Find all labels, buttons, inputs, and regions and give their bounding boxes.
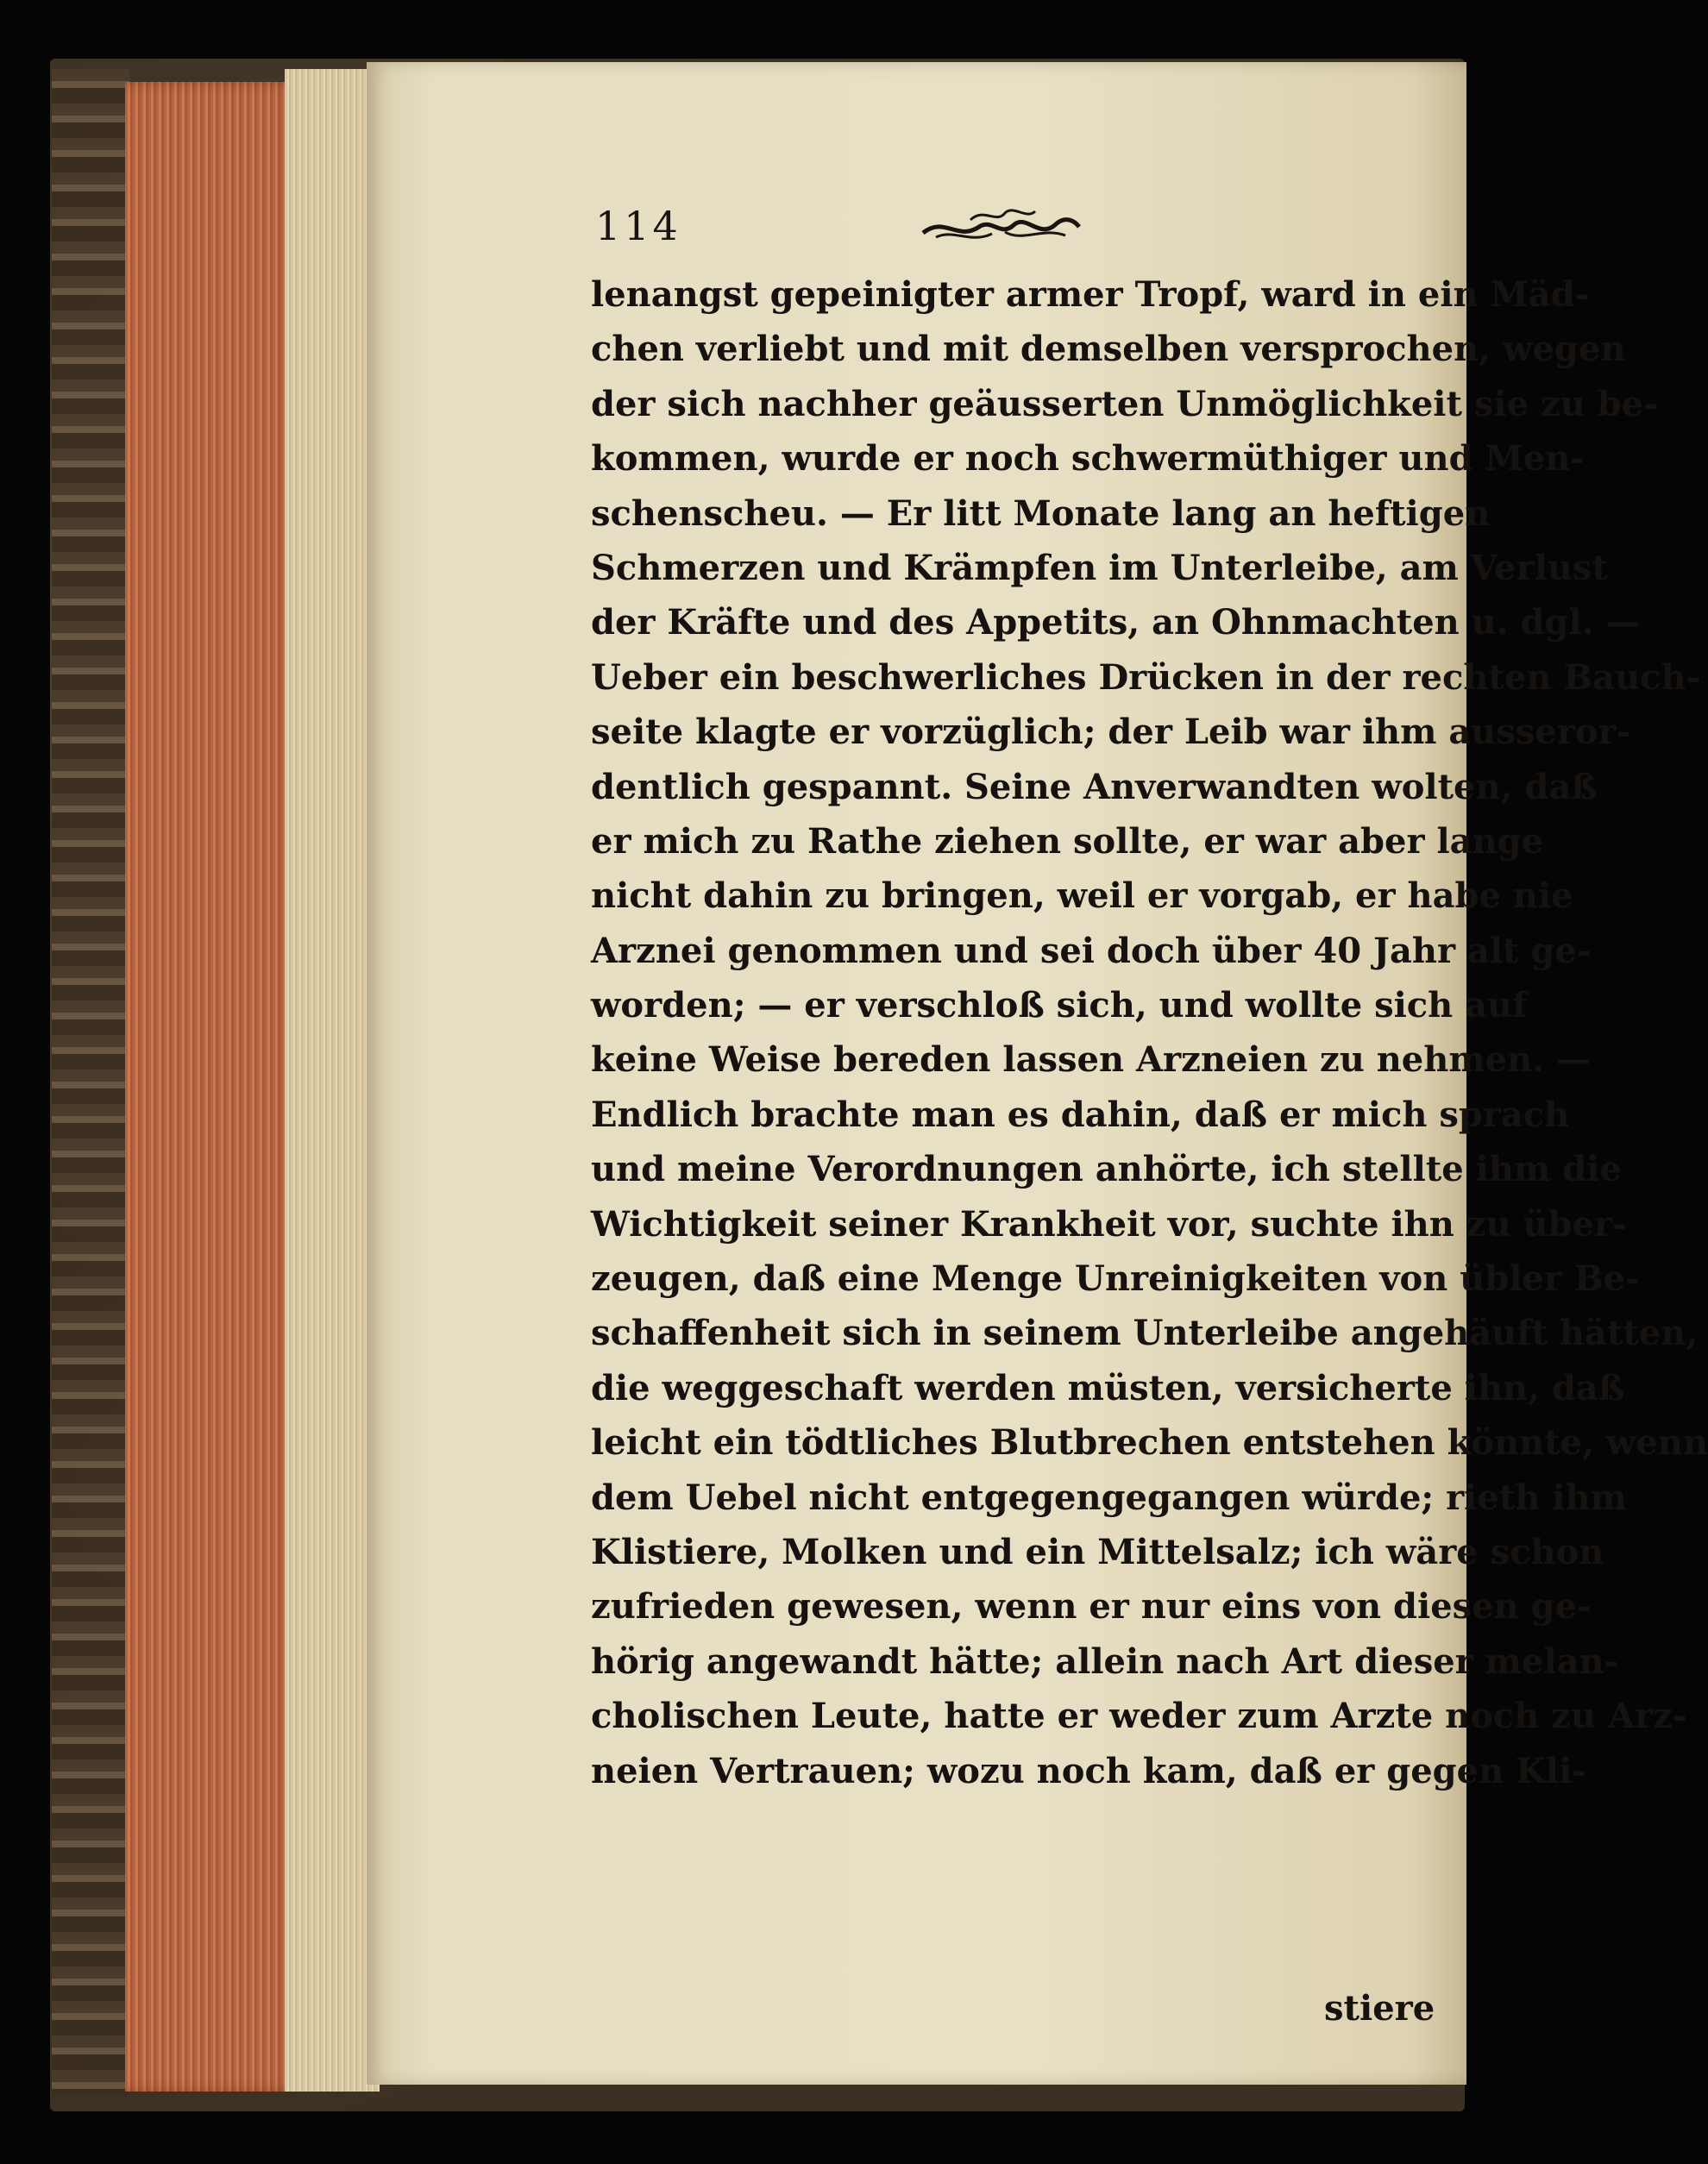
catchword: stiere	[1324, 1988, 1435, 2029]
text-line: dem Uebel nicht entgegengegangen würde; rieth ihm	[591, 1477, 1627, 1518]
text-line: der sich nachher geäusserten Unmöglichkeit sie zu be-	[591, 383, 1658, 424]
text-line: Endlich brachte man es dahin, daß er mich sprach	[591, 1094, 1570, 1135]
page-header	[595, 203, 1372, 263]
text-line: und meine Verordnungen anhörte, ich stellte ihm die	[591, 1149, 1622, 1190]
body-text	[591, 267, 1708, 1798]
text-line: Arznei genommen und sei doch über 40 Jahr alt ge-	[591, 930, 1592, 971]
text-line: zufrieden gewesen, wenn er nur eins von diesen ge-	[591, 1586, 1592, 1628]
text-line: Ueber ein beschwerliches Drücken in der rechten Bauch-	[591, 656, 1701, 698]
text-line: Wichtigkeit seiner Krankheit vor, suchte ihn zu über-	[591, 1203, 1627, 1245]
text-line: nicht dahin zu bringen, weil er vorgab, er habe nie	[591, 875, 1573, 917]
text-line: seite klagte er vorzüglich; der Leib war ihm ausseror-	[591, 712, 1631, 753]
text-line: dentlich gespannt. Seine Anverwandten wolten, daß	[591, 766, 1598, 807]
text-line: keine Weise bereden lassen Arzneien zu nehmen. —	[591, 1039, 1592, 1081]
text-line: neien Vertrauen; wozu noch kam, daß er gegen Kli-	[591, 1750, 1586, 1791]
text-line: Klistiere, Molken und ein Mittelsalz; ich wäre schon	[591, 1531, 1604, 1572]
text-line: Schmerzen und Krämpfen im Unterleibe, am Verlust	[591, 547, 1608, 588]
text-line: der Kräfte und des Appetits, an Ohnmachten u. dgl. —	[591, 602, 1641, 643]
text-line: schaffenheit sich in seinem Unterleibe angehäuft hätten,	[591, 1313, 1699, 1354]
text-line: leicht ein tödtliches Blutbrechen entstehen könnte, wenn	[591, 1422, 1708, 1464]
text-line: kommen, wurde er noch schwermüthiger und Men-	[591, 438, 1585, 480]
text-line: chen verliebt und mit demselben versprochen, wegen	[591, 329, 1626, 370]
text-line: hörig angewandt hätte; allein nach Art dieser melan-	[591, 1640, 1619, 1682]
text-line: schenscheu. — Er litt Monate lang an heftigen	[591, 492, 1491, 534]
text-line: worden; — er verschloß sich, und wollte sich auf	[591, 985, 1528, 1026]
book-spine-edge	[52, 69, 129, 2096]
text-line: zeugen, daß eine Menge Unreinigkeiten von übler Be-	[591, 1258, 1640, 1300]
text-line: die weggeschaft werden müsten, versicherte ihn, daß	[591, 1367, 1625, 1408]
text-line: er mich zu Rathe ziehen sollte, er war aber lange	[591, 820, 1544, 862]
page-number: 114	[595, 203, 681, 249]
page-block-edge	[125, 82, 298, 2092]
ornament-icon	[919, 203, 1083, 254]
text-line: cholischen Leute, hatte er weder zum Arzte noch zu Arz-	[591, 1696, 1687, 1737]
text-line: lenangst gepeinigter armer Tropf, ward in ein Mäd-	[591, 274, 1590, 315]
page-stack	[285, 69, 380, 2092]
